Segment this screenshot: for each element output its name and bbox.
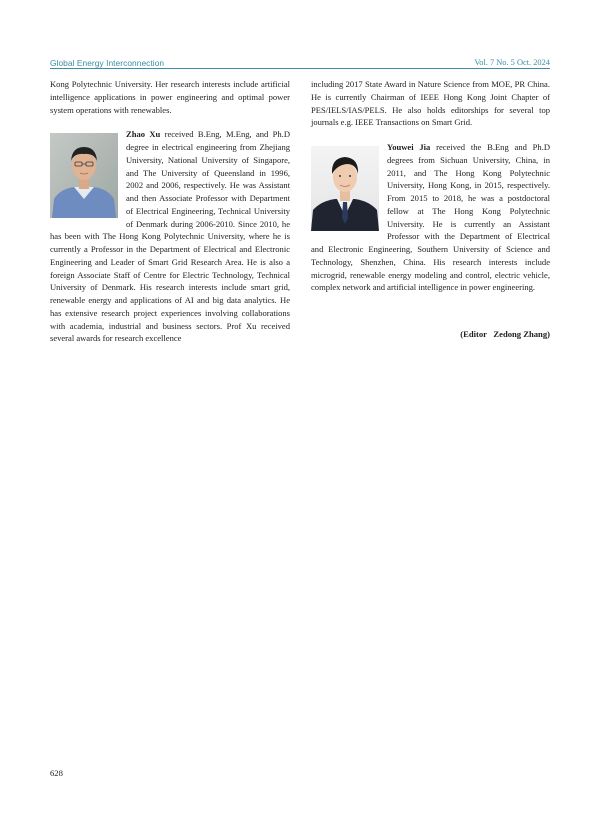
zhao-xu-photo bbox=[50, 133, 118, 218]
previous-bio-continuation: Kong Polytechnic University. Her research interests include artificial intelligence applications in power engineering and optimal power system operations with renewables. bbox=[50, 79, 290, 115]
journal-title: Global Energy Interconnection bbox=[50, 58, 165, 68]
editor-credit: (Editor Zedong Zhang) bbox=[460, 329, 550, 339]
header-rule bbox=[50, 68, 550, 69]
youwei-jia-name: Youwei Jia bbox=[387, 142, 431, 152]
paragraph-gap bbox=[311, 129, 550, 141]
paragraph-gap bbox=[50, 116, 290, 128]
zhao-xu-name: Zhao Xu bbox=[126, 129, 161, 140]
youwei-jia-bio-text: received the B.Eng and Ph.D degrees from Sichuan University, China, in 2011, and The Hong Kong Polytechnic University, Hong Kong, in 2015, respectively. From 2015 to 2018, he was a postdoctoral fellow at The Hong Kong Polytechnic University. He is currently an Assistant Professor with the Department of Electrical and Electronic Engineering, Southern University of Science and Technology, Shenzhen, China. His research interests include microgrid, renewable energy modeling and control, electric vehicle, complex network and artificial intelligence in power engineering. bbox=[311, 142, 550, 293]
zhao-xu-bio-continuation: including 2017 State Award in Nature Science from MOE, PR China. He is currently Chairman of IEEE Hong Kong Joint Chapter of PES/IELS/IAS/PELS. He also holds editorships for several top journals e.g. IEEE Transactions on Smart Grid. bbox=[311, 79, 550, 128]
left-column bbox=[50, 78, 290, 345]
youwei-jia-photo bbox=[311, 146, 379, 231]
zhao-xu-bio-text: received B.Eng, M.Eng, and Ph.D degree in electrical engineering from Zhejiang University, National University of Singapore, and The University of Queensland in 1996, 2002 and 2006, respectively. He was Assistant and then Associate Professor with Department of Electrical Engineering, Technical University of Denmark during 2006-2010. Since 2010, he has been with The Hong Kong Polytechnic University, where he is currently a Professor in the Department of Electrical and Electronic Engineering and Leader of Smart Grid Research Area. He is also a foreign Associate Staff of Centre for Electric Technology, Technical University of Denmark. His research interests include smart grid, renewable energy and applications of AI and big data analytics. He has extensive research project experiences involving collaborations with academia, industrial and business sectors. Prof Xu received several awards for research excellence bbox=[50, 129, 290, 344]
page-number: 628 bbox=[50, 768, 63, 778]
right-column bbox=[311, 78, 550, 294]
issue-info: Vol. 7 No. 5 Oct. 2024 bbox=[474, 58, 550, 67]
